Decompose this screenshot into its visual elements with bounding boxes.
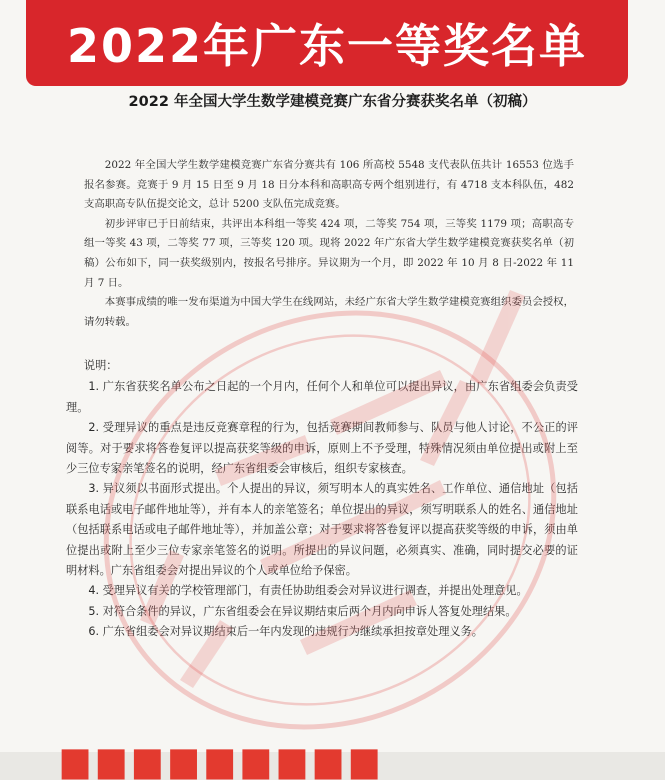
- bottom-cropped-banner: [0, 738, 665, 780]
- note-item: 5. 对符合条件的异议，广东省组委会在异议期结束后两个月内向申诉人答复处理结果。: [88, 604, 517, 618]
- document-title: 2022 年全国大学生数学建模竞赛广东省分赛获奖名单（初稿）: [128, 94, 537, 110]
- note-item: 6. 广东省组委会对异议期结束后一年内发现的违规行为继续承担按章处理义务。: [88, 625, 483, 639]
- note-item: 1. 广东省获奖名单公布之日起的一个月内，任何个人和单位可以提出异议，由广东省组委会负责受理。: [66, 380, 578, 414]
- notes-section: [66, 356, 578, 643]
- paragraph-results: 初步评审已于日前结束，共评出本科组一等奖 424 项，二等奖 754 项，三等奖 1179 项；高职高专组一等奖 43 项，二等奖 77 项，三等奖 120 项。现将 2022 年广东省大学生数学建模竞赛获奖名单（初稿）公布如下，同一获奖级别内，按报名号排序。异议期为一个月，即 2022 年 10 月 8 日-2022 年 11 月 7 日。: [84, 217, 574, 289]
- note-item: 3. 异议须以书面形式提出。个人提出的异议，须写明本人的真实姓名、工作单位、通信地址（包括联系电话或电子邮件地址等），并有本人的亲笔签名；单位提出的异议，须写明联系人的姓名、通信地址（包括联系电话或电子邮件地址等），并加盖公章；对于要求将答卷复评以提高获奖等级的申诉，须由单位提出或附上至少三位专家亲笔签名的说明。所提出的异议问题，必须真实、准确，同时提交必要的证明材料。广东省组委会对提出异议的个人或单位给予保密。: [66, 482, 578, 578]
- paragraph-copyright: 本赛事成绩的唯一发布渠道为中国大学生在线网站，未经广东省大学生数学建模竞赛组织委员会授权，请勿转载。: [84, 296, 574, 328]
- title-banner: [26, 0, 628, 86]
- cropped-text-fragment: ▆▆▆▆▆▆▆▆▆: [62, 740, 388, 780]
- announcement-body: [84, 156, 574, 332]
- note-item: 4. 受理异议有关的学校管理部门，有责任协助组委会对异议进行调查，并提出处理意见。: [88, 584, 528, 598]
- paragraph-registration: 2022 年全国大学生数学建模竞赛广东省分赛共有 106 所高校 5548 支代表队伍共计 16553 位选手报名参赛。竞赛于 9 月 15 日至 9 月 18 日分本科和高职高专两个组别进行，有 4718 支本科队伍，482 支高职高专队伍提交论文，总计 5200 支队伍完成竞赛。: [84, 159, 574, 211]
- note-item: 2. 受理异议的重点是违反竞赛章程的行为，包括竞赛期间教师参与、队员与他人讨论，不公正的评阅等。对于要求将答卷复评以提高获奖等级的申诉，原则上不予受理，特殊情况须由单位提出或附上至少三位专家亲笔签名的说明，经广东省组委会审核后，组织专家核查。: [66, 421, 578, 476]
- banner-title: 2022年广东一等奖名单: [66, 19, 588, 73]
- notes-label: 说明：: [83, 359, 118, 372]
